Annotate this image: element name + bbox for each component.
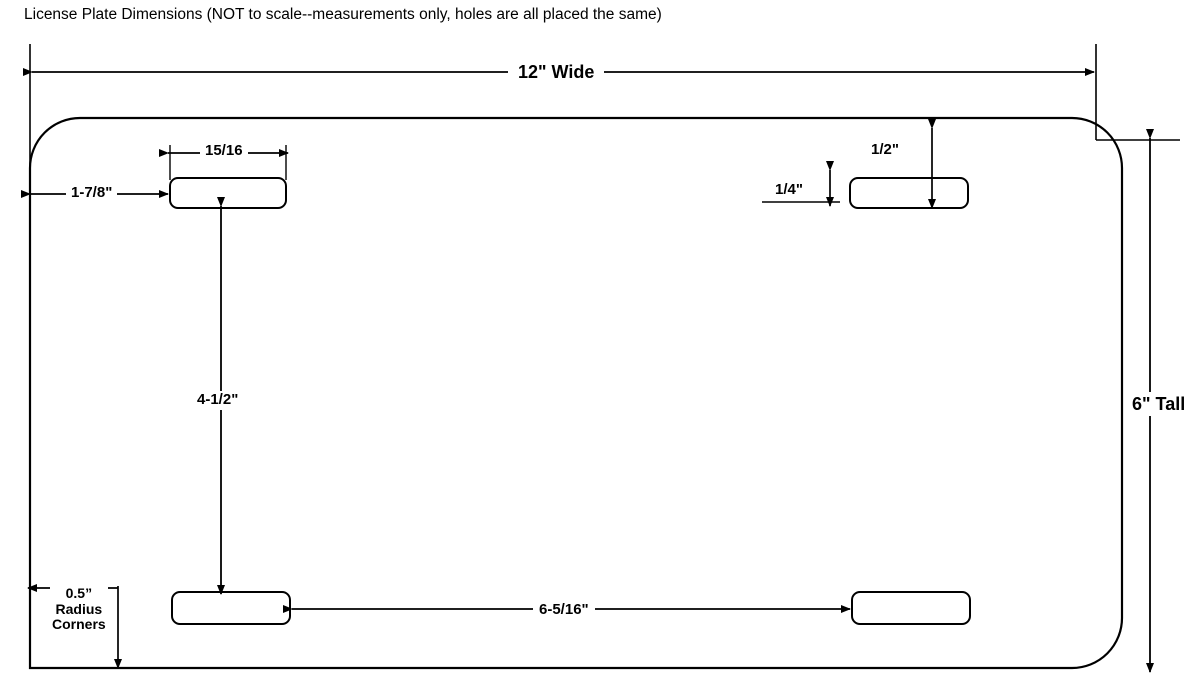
label-left-edge-to-hole: 1-7/8" xyxy=(66,184,117,203)
label-hole-height: 1/2" xyxy=(866,141,904,160)
label-overall-width: 12" Wide xyxy=(508,60,604,84)
label-hole-width: 15/16 xyxy=(200,142,248,161)
hole-bottom-right xyxy=(852,592,970,624)
corner-radius-line-2: Radius xyxy=(55,600,103,617)
hole-top-left xyxy=(170,178,286,208)
hole-top-right xyxy=(850,178,968,208)
label-corner-radius xyxy=(50,586,108,633)
label-top-edge-to-hole: 1/4" xyxy=(770,181,808,200)
diagram-title: License Plate Dimensions (NOT to scale--measurements only, holes are all placed the same) xyxy=(24,6,662,23)
corner-radius-line-3: Corners xyxy=(52,616,106,633)
corner-radius-line-1: 0.5” xyxy=(65,585,93,601)
label-overall-height: 6" Tall xyxy=(1124,392,1193,416)
hole-bottom-left xyxy=(172,592,290,624)
label-vertical-hole-spacing: 4-1/2" xyxy=(192,391,243,410)
label-horizontal-hole-spacing: 6-5/16" xyxy=(533,601,595,620)
